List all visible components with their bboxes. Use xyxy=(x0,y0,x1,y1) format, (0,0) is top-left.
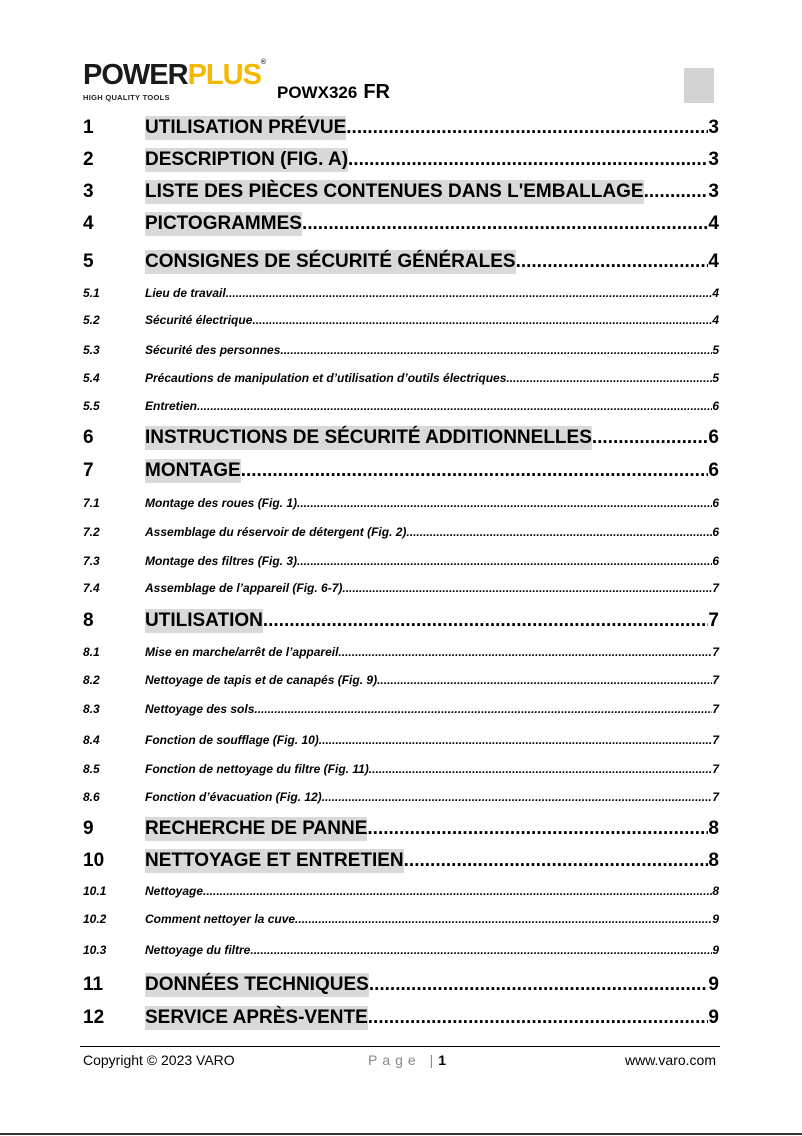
language-tab-marker xyxy=(684,68,714,103)
toc-num: 1 xyxy=(83,117,94,138)
toc-num: 8.3 xyxy=(83,702,100,716)
toc-entry[interactable] xyxy=(83,148,719,172)
toc-title: CONSIGNES DE SÉCURITÉ GÉNÉRALES xyxy=(145,251,516,272)
toc-page: 6 xyxy=(712,525,719,539)
toc-num: 7.3 xyxy=(83,554,100,568)
toc-dots xyxy=(369,761,713,777)
toc-dots xyxy=(297,553,712,569)
toc-title: NETTOYAGE ET ENTRETIEN xyxy=(145,850,404,871)
toc-num: 8.5 xyxy=(83,762,100,776)
toc-page: 8 xyxy=(712,884,719,898)
toc-page: 6 xyxy=(708,460,719,481)
toc-entry[interactable] xyxy=(83,116,719,140)
toc-dots xyxy=(302,212,708,236)
toc-entry[interactable] xyxy=(83,789,719,805)
toc-page: 8 xyxy=(708,850,719,871)
toc-entry[interactable] xyxy=(83,212,719,236)
toc-title: Sécurité électrique xyxy=(145,313,253,327)
toc-title: Nettoyage de tapis et de canapés (Fig. 9) xyxy=(145,673,378,687)
toc-page: 7 xyxy=(712,762,719,776)
toc-num: 4 xyxy=(83,213,94,234)
toc-entry[interactable] xyxy=(83,701,719,717)
toc-num: 2 xyxy=(83,149,94,170)
toc-num: 3 xyxy=(83,181,94,202)
toc-page: 9 xyxy=(708,1007,719,1028)
toc-page: 7 xyxy=(712,581,719,595)
toc-num: 5.3 xyxy=(83,343,100,357)
toc-entry[interactable] xyxy=(83,911,719,927)
toc-dots xyxy=(516,250,709,274)
toc-title: Fonction de soufflage (Fig. 10) xyxy=(145,733,319,747)
toc-dots xyxy=(252,312,712,328)
toc-dots xyxy=(297,495,712,511)
toc-entry[interactable] xyxy=(83,398,719,414)
toc-entry[interactable] xyxy=(83,250,719,274)
toc-entry[interactable] xyxy=(83,312,719,328)
toc-num: 5.5 xyxy=(83,399,100,413)
toc-title: INSTRUCTIONS DE SÉCURITÉ ADDITIONNELLES xyxy=(145,427,592,448)
page-bottom-edge xyxy=(0,1133,802,1135)
toc-num: 6 xyxy=(83,427,94,448)
toc-dots xyxy=(295,911,712,927)
toc-title: Nettoyage des sols xyxy=(145,702,255,716)
footer-page xyxy=(368,1052,446,1068)
toc-title: Mise en marche/arrêt de l’appareil xyxy=(145,645,339,659)
toc-title: Fonction d’évacuation (Fig. 12) xyxy=(145,790,322,804)
toc-title: DONNÉES TECHNIQUES xyxy=(145,974,369,995)
toc-dots xyxy=(250,942,712,958)
toc-entry[interactable] xyxy=(83,580,719,596)
toc-page: 4 xyxy=(712,286,719,300)
toc-title: Assemblage du réservoir de détergent (Fig. 2) xyxy=(145,525,407,539)
toc-page: 7 xyxy=(712,790,719,804)
toc-title: Montage des filtres (Fig. 3) xyxy=(145,554,298,568)
toc-page: 4 xyxy=(708,251,719,272)
toc-num: 8.6 xyxy=(83,790,100,804)
toc-entry[interactable] xyxy=(83,849,719,873)
brand-registered: ® xyxy=(260,59,266,66)
toc-page: 6 xyxy=(712,496,719,510)
footer-website[interactable]: www.varo.com xyxy=(624,1052,716,1068)
toc-title: Fonction de nettoyage du filtre (Fig. 11) xyxy=(145,762,369,776)
toc-num: 5.2 xyxy=(83,313,100,327)
toc-num: 10.1 xyxy=(83,884,107,898)
toc-page: 7 xyxy=(712,645,719,659)
toc-entry[interactable] xyxy=(83,459,719,483)
toc-entry[interactable] xyxy=(83,342,719,358)
powerplus-logo xyxy=(83,58,265,103)
toc-dots xyxy=(338,644,712,660)
toc-num: 7.4 xyxy=(83,581,100,595)
language-code: FR xyxy=(363,81,390,103)
toc-page: 6 xyxy=(712,399,719,413)
toc-page: 4 xyxy=(712,313,719,327)
toc-num: 10.3 xyxy=(83,943,107,957)
brand-part1: POWER xyxy=(83,59,188,91)
toc-page: 4 xyxy=(708,213,719,234)
toc-page: 6 xyxy=(708,427,719,448)
toc-page: 9 xyxy=(708,974,719,995)
toc-title: Précautions de manipulation et d’utilisation d’outils électriques xyxy=(145,371,507,385)
model-heading xyxy=(277,81,390,104)
model-number: POWX326 xyxy=(277,83,358,102)
toc-title: DESCRIPTION (FIG. A) xyxy=(145,149,349,170)
toc-dots xyxy=(203,883,712,899)
toc-entry[interactable] xyxy=(83,180,719,204)
footer-copyright: Copyright © 2023 VARO xyxy=(83,1052,235,1068)
toc-dots xyxy=(367,817,708,841)
footer-divider xyxy=(80,1046,720,1047)
toc-page: 3 xyxy=(708,149,719,170)
toc-num: 5.4 xyxy=(83,371,100,385)
toc-page: 3 xyxy=(708,181,719,202)
toc-page: 6 xyxy=(712,554,719,568)
toc-entry[interactable] xyxy=(83,609,719,633)
toc-entry[interactable] xyxy=(83,553,719,569)
toc-dots xyxy=(404,849,709,873)
toc-entry[interactable] xyxy=(83,672,719,688)
toc-title: RECHERCHE DE PANNE xyxy=(145,818,368,839)
toc-entry[interactable] xyxy=(83,285,719,301)
page-label: Page | xyxy=(368,1052,439,1068)
toc-num: 7.2 xyxy=(83,525,100,539)
toc-dots xyxy=(406,524,712,540)
toc-entry[interactable] xyxy=(83,524,719,540)
toc-entry[interactable] xyxy=(83,370,719,386)
toc-num: 12 xyxy=(83,1007,105,1028)
toc-title: Nettoyage du filtre xyxy=(145,943,251,957)
toc-title: Comment nettoyer la cuve xyxy=(145,912,296,926)
toc-dots xyxy=(254,701,712,717)
toc-title: Lieu de travail xyxy=(145,286,226,300)
toc-dots xyxy=(197,398,712,414)
toc-entry[interactable] xyxy=(83,973,719,997)
toc-entry[interactable] xyxy=(83,732,719,748)
toc-page: 7 xyxy=(708,610,719,631)
toc-entry[interactable] xyxy=(83,883,719,899)
toc-num: 10 xyxy=(83,850,105,871)
toc-title: MONTAGE xyxy=(145,460,241,481)
toc-page: 7 xyxy=(712,702,719,716)
toc-page: 5 xyxy=(712,343,719,357)
toc-num: 5.1 xyxy=(83,286,100,300)
toc-dots xyxy=(322,789,713,805)
toc-num: 8.4 xyxy=(83,733,100,747)
toc-num: 10.2 xyxy=(83,912,107,926)
brand-tagline: HIGH QUALITY TOOLS xyxy=(83,93,170,102)
toc-num: 8.1 xyxy=(83,645,100,659)
page-number: 1 xyxy=(438,1052,447,1068)
toc-title: LISTE DES PIÈCES CONTENUES DANS L'EMBALLAGE xyxy=(145,181,644,202)
toc-page: 9 xyxy=(712,912,719,926)
toc-dots xyxy=(342,580,712,596)
toc-title: UTILISATION xyxy=(145,610,263,631)
toc-entry[interactable] xyxy=(83,644,719,660)
toc-page: 5 xyxy=(712,371,719,385)
toc-title: Montage des roues (Fig. 1) xyxy=(145,496,298,510)
toc-page: 9 xyxy=(712,943,719,957)
toc-num: 8 xyxy=(83,610,94,631)
toc-num: 8.2 xyxy=(83,673,100,687)
toc-num: 7 xyxy=(83,460,94,481)
toc-title: Nettoyage xyxy=(145,884,204,898)
toc-title: UTILISATION PRÉVUE xyxy=(145,117,347,138)
toc-title: Entretien xyxy=(145,399,198,413)
toc-page: 7 xyxy=(712,673,719,687)
toc-dots xyxy=(369,973,709,997)
toc-entry[interactable] xyxy=(83,942,719,958)
toc-num: 11 xyxy=(83,974,104,995)
toc-title: Assemblage de l’appareil (Fig. 6-7) xyxy=(145,581,343,595)
toc-dots xyxy=(377,672,712,688)
toc-title: PICTOGRAMMES xyxy=(145,213,302,234)
toc-page: 3 xyxy=(708,117,719,138)
toc-num: 7.1 xyxy=(83,496,100,510)
toc-dots xyxy=(368,1006,709,1030)
toc-page: 8 xyxy=(708,818,719,839)
toc-dots xyxy=(263,609,709,633)
toc-page: 7 xyxy=(712,733,719,747)
toc-entry[interactable] xyxy=(83,1006,719,1030)
toc-entry[interactable] xyxy=(83,761,719,777)
toc-dots xyxy=(346,116,708,140)
toc-num: 5 xyxy=(83,251,94,272)
toc-entry[interactable] xyxy=(83,495,719,511)
toc-dots xyxy=(644,180,709,204)
toc-dots xyxy=(226,285,713,301)
toc-dots xyxy=(280,342,712,358)
toc-entry[interactable] xyxy=(83,817,719,841)
toc-title: SERVICE APRÈS-VENTE xyxy=(145,1007,368,1028)
toc-dots xyxy=(319,732,713,748)
toc-dots xyxy=(348,148,708,172)
toc-num: 9 xyxy=(83,818,94,839)
toc-dots xyxy=(506,370,712,386)
toc-entry[interactable] xyxy=(83,426,719,450)
toc-title: Sécurité des personnes xyxy=(145,343,281,357)
toc-dots xyxy=(592,426,709,450)
brand-part2: PLUS xyxy=(187,59,261,91)
toc-dots xyxy=(241,459,709,483)
